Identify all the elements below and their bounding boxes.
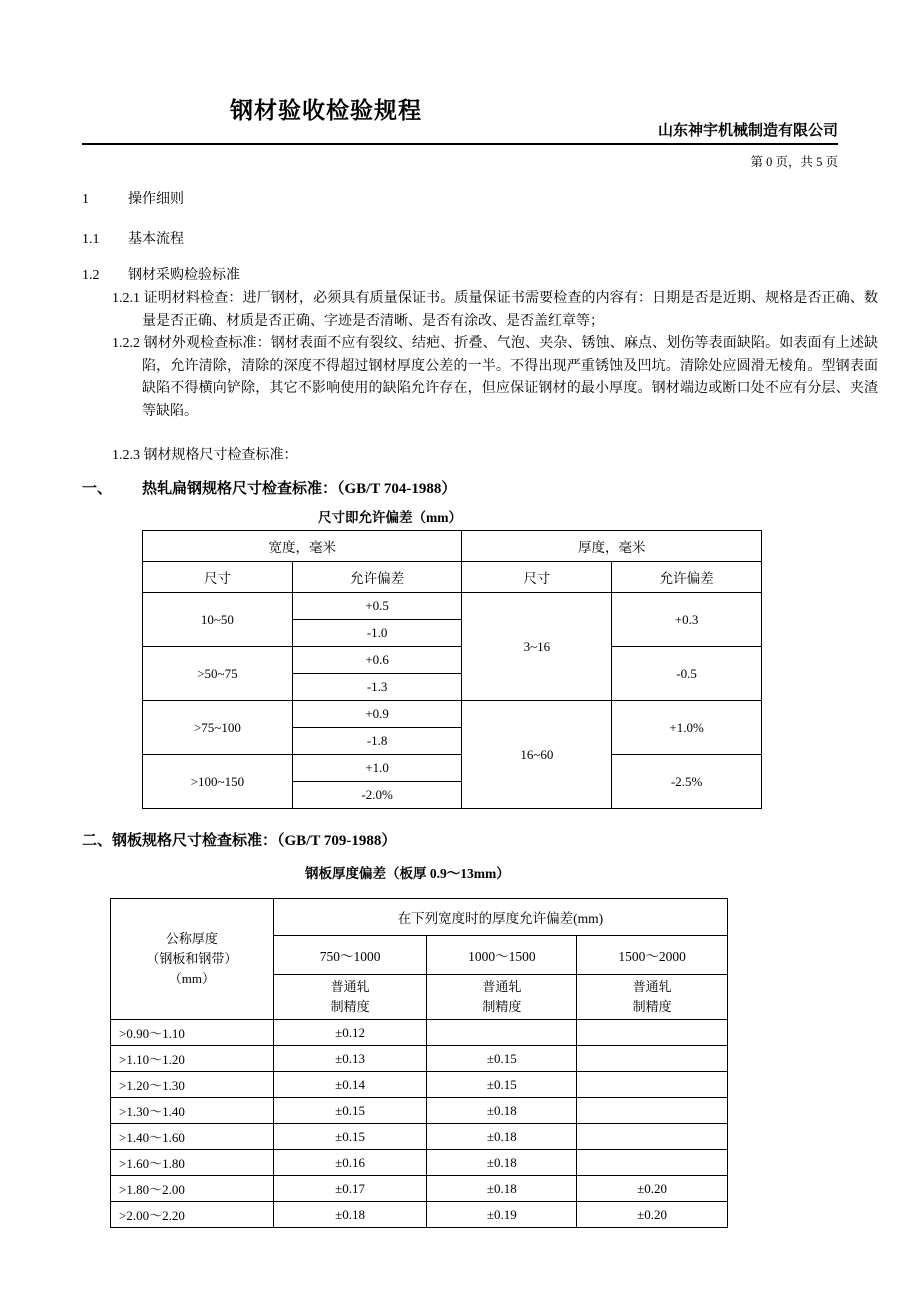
table2-val-2-1: ±0.13 xyxy=(273,1046,427,1072)
table2-row-header-cell xyxy=(111,899,274,1020)
table1-width-size-2: >50~75 xyxy=(143,647,293,701)
table2-val-5-2: ±0.18 xyxy=(427,1124,577,1150)
page-title: 钢材验收检验规程 xyxy=(230,98,422,123)
table2-width-range-3: 1500～2000 xyxy=(577,936,728,975)
table1-thickness-devminus-1: -0.5 xyxy=(612,647,762,701)
table2-val-7-3: ±0.20 xyxy=(577,1176,728,1202)
section-1-2-number: 1.2 xyxy=(82,268,100,283)
company-name: 山东神宇机械制造有限公司 xyxy=(657,123,838,139)
table-row xyxy=(111,1124,728,1150)
table1-thickness-size-2: 16~60 xyxy=(462,701,612,809)
table2-val-3-3 xyxy=(577,1072,728,1098)
page-number: 第 0 页，共 5 页 xyxy=(750,155,838,169)
header-divider xyxy=(82,143,838,145)
table2-val-2-3 xyxy=(577,1046,728,1072)
table-row xyxy=(143,701,762,728)
section-1-2 xyxy=(82,264,240,284)
section-1-1-label: 基本流程 xyxy=(128,232,184,247)
table1-width-size-4: >100~150 xyxy=(143,755,293,809)
table2-thickness-4: >1.30～1.40 xyxy=(111,1098,274,1124)
table2-val-1-2 xyxy=(427,1020,577,1046)
table1-width-devplus-1: +0.5 xyxy=(292,593,462,620)
flat-steel-tolerance-table xyxy=(142,530,762,809)
table1-thickness-devplus-1: +0.3 xyxy=(612,593,762,647)
table2-val-8-2: ±0.19 xyxy=(427,1202,577,1228)
table1-width-size-1: 10~50 xyxy=(143,593,293,647)
section-one-marker: 一、 xyxy=(82,481,113,497)
section-two-title: 二、钢板规格尺寸检查标准：（GB/T 709-1988） xyxy=(82,833,397,849)
table2-val-1-3 xyxy=(577,1020,728,1046)
table1-sub-header-row xyxy=(143,562,762,593)
table-row xyxy=(143,647,762,674)
table2-val-6-1: ±0.16 xyxy=(273,1150,427,1176)
table-row xyxy=(111,1202,728,1228)
table2-val-1-1: ±0.12 xyxy=(273,1020,427,1046)
table2-val-3-2: ±0.15 xyxy=(427,1072,577,1098)
table1-group-header-thickness: 厚度，毫米 xyxy=(462,531,762,562)
table2-precision-3 xyxy=(577,975,728,1020)
table2-thickness-5: >1.40～1.60 xyxy=(111,1124,274,1150)
table1-thickness-size-1: 3~16 xyxy=(462,593,612,701)
table2-precision-3-line2: 制精度 xyxy=(632,999,672,1014)
table2-precision-2-line2: 制精度 xyxy=(482,999,522,1014)
paragraph-1-2-2: 1.2.2 钢材外观检查标准：钢材表面不应有裂纹、结疤、折叠、气泡、夹杂、锈蚀、麻点、划伤等表面缺陷。如表面有上述缺陷，允许清除，清除的深度不得超过钢材厚度公差的一半。不得出现严重锈蚀及凹坑。清除处应圆滑无棱角。型钢表面缺陷不得横向铲除，其它不影响使用的缺陷允许存在，但应保证钢材的最小厚度。钢材端边或断口处不应有分层、夹渣等缺陷。 xyxy=(112,336,878,419)
document-header xyxy=(82,92,838,154)
table1-group-header-width: 宽度，毫米 xyxy=(143,531,462,562)
table2-val-4-1: ±0.15 xyxy=(273,1098,427,1124)
table2-val-6-3 xyxy=(577,1150,728,1176)
table2-span-header-row xyxy=(111,899,728,936)
table2-thickness-2: >1.10～1.20 xyxy=(111,1046,274,1072)
table2-row-header-title: 公称厚度 xyxy=(165,931,218,946)
table2-val-4-3 xyxy=(577,1098,728,1124)
table2-thickness-8: >2.00～2.20 xyxy=(111,1202,274,1228)
table1-width-devminus-4: -2.0% xyxy=(292,782,462,809)
table1-width-devminus-3: -1.8 xyxy=(292,728,462,755)
table1-caption: 尺寸即允许偏差（mm） xyxy=(318,510,462,525)
table1-width-devplus-3: +0.9 xyxy=(292,701,462,728)
table2-precision-1 xyxy=(273,975,427,1020)
table2-thickness-7: >1.80～2.00 xyxy=(111,1176,274,1202)
paragraph-1-2-1: 1.2.1 证明材料检查：进厂钢材，必须具有质量保证书。质量保证书需要检查的内容有：日期是否是近期、规格是否正确、数量是否正确、材质是否正确、字迹是否清晰、是否有涂改、是否盖红章等； xyxy=(112,291,878,329)
table2-thickness-1: >0.90～1.10 xyxy=(111,1020,274,1046)
table2-val-7-1: ±0.17 xyxy=(273,1176,427,1202)
table2-thickness-3: >1.20～1.30 xyxy=(111,1072,274,1098)
paragraph-1-2-3: 1.2.3 钢材规格尺寸检查标准： xyxy=(112,448,298,463)
table1-width-devminus-1: -1.0 xyxy=(292,620,462,647)
plate-thickness-tolerance-table xyxy=(110,898,728,1228)
table2-val-2-2: ±0.15 xyxy=(427,1046,577,1072)
table-row xyxy=(111,1020,728,1046)
table2-val-3-1: ±0.14 xyxy=(273,1072,427,1098)
table1-width-size-3: >75~100 xyxy=(143,701,293,755)
table-row xyxy=(111,1150,728,1176)
table2-caption: 钢板厚度偏差（板厚 0.9～13mm） xyxy=(305,866,510,881)
table-row xyxy=(143,755,762,782)
table2-val-4-2: ±0.18 xyxy=(427,1098,577,1124)
table-row xyxy=(111,1098,728,1124)
table2-row-header-sub1: （钢板和钢带） xyxy=(146,951,238,966)
table-row xyxy=(111,1046,728,1072)
table2-thickness-6: >1.60～1.80 xyxy=(111,1150,274,1176)
section-1-label: 操作细则 xyxy=(128,192,184,207)
table1-thickness-devplus-2: +1.0% xyxy=(612,701,762,755)
table-row xyxy=(143,593,762,620)
table2-val-8-1: ±0.18 xyxy=(273,1202,427,1228)
section-one-title: 热轧扁钢规格尺寸检查标准：（GB/T 704-1988） xyxy=(142,481,457,497)
table2-precision-2 xyxy=(427,975,577,1020)
table1-group-header-row xyxy=(143,531,762,562)
section-1-2-label: 钢材采购检验标准 xyxy=(128,268,240,283)
table2-val-8-3: ±0.20 xyxy=(577,1202,728,1228)
table1-width-devplus-2: +0.6 xyxy=(292,647,462,674)
section-1-1 xyxy=(82,228,184,248)
table2-precision-1-line2: 制精度 xyxy=(330,999,370,1014)
table2-precision-3-line1: 普通轧 xyxy=(632,979,672,994)
table1-subheader-width-dev: 允许偏差 xyxy=(292,562,462,593)
section-1 xyxy=(82,188,184,208)
section-1-number: 1 xyxy=(82,192,89,207)
table-row xyxy=(111,1176,728,1202)
table2-precision-1-line1: 普通轧 xyxy=(330,979,370,994)
table2-val-6-2: ±0.18 xyxy=(427,1150,577,1176)
table1-subheader-thickness-dev: 允许偏差 xyxy=(612,562,762,593)
section-1-1-number: 1.1 xyxy=(82,232,100,247)
table1-thickness-devminus-2: -2.5% xyxy=(612,755,762,809)
table-row xyxy=(111,1072,728,1098)
table2-val-5-1: ±0.15 xyxy=(273,1124,427,1150)
table2-width-range-2: 1000～1500 xyxy=(427,936,577,975)
table2-width-range-1: 750～1000 xyxy=(273,936,427,975)
table2-val-7-2: ±0.18 xyxy=(427,1176,577,1202)
table2-precision-2-line1: 普通轧 xyxy=(482,979,522,994)
table2-row-header-sub2: （mm） xyxy=(168,971,215,986)
table1-subheader-width-size: 尺寸 xyxy=(143,562,293,593)
table1-width-devplus-4: +1.0 xyxy=(292,755,462,782)
table1-subheader-thickness-size: 尺寸 xyxy=(462,562,612,593)
table2-span-header: 在下列宽度时的厚度允许偏差(mm) xyxy=(273,899,727,936)
table2-val-5-3 xyxy=(577,1124,728,1150)
table1-width-devminus-2: -1.3 xyxy=(292,674,462,701)
